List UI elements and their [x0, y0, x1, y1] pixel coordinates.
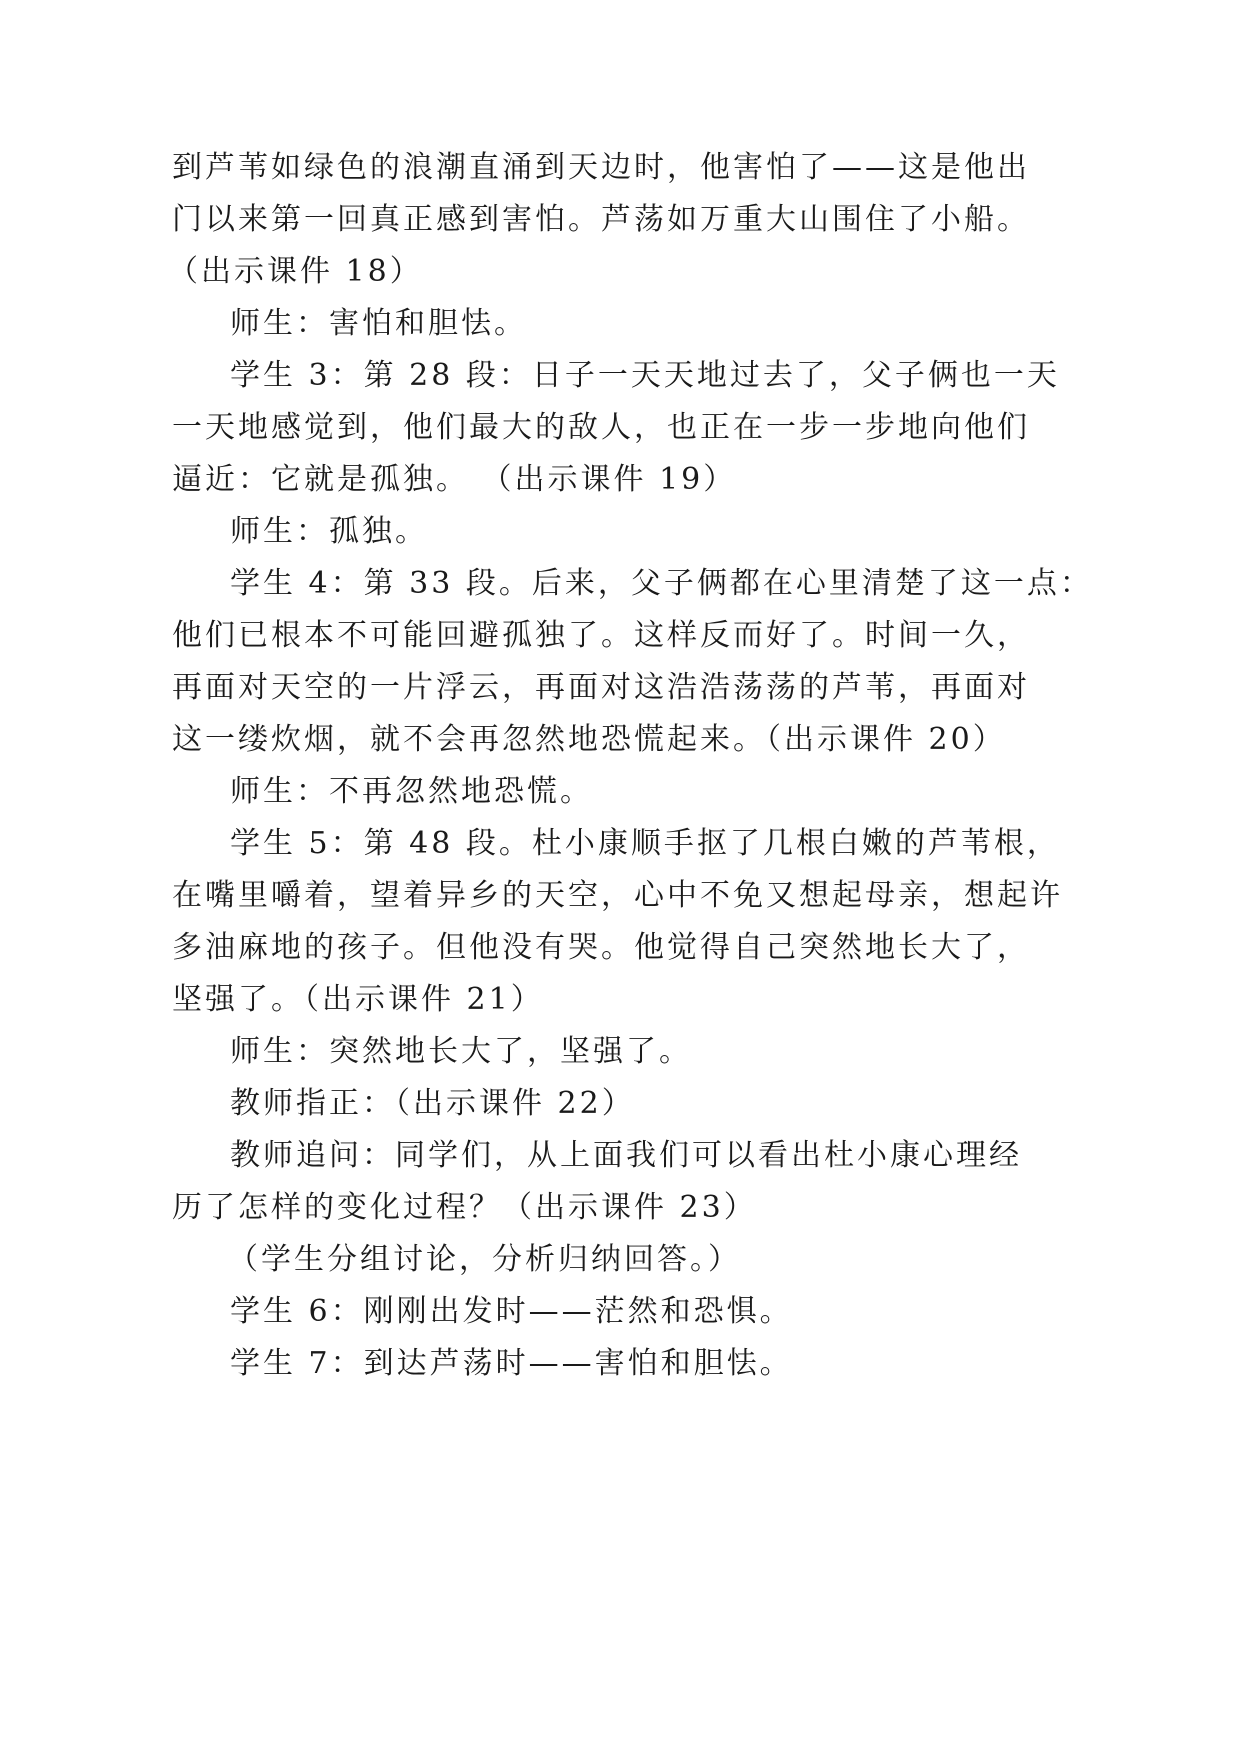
- text-line: 这一缕炊烟，就不会再忽然地恐慌起来。（出示课件 20）: [172, 722, 1006, 757]
- text-line: 学生 5：第 48 段。杜小康顺手抠了几根白嫩的芦苇根，: [230, 826, 1060, 861]
- text-line: 师生：孤独。: [230, 514, 428, 549]
- text-line: 师生：害怕和胆怯。: [230, 306, 527, 341]
- text-line: 学生 6：刚刚出发时——茫然和恐惧。: [230, 1294, 793, 1329]
- text-line: 学生 4：第 33 段。后来，父子俩都在心里清楚了这一点：: [230, 566, 1093, 601]
- text-line: 门以来第一回真正感到害怕。芦荡如万重大山围住了小船。: [172, 202, 1030, 237]
- text-line: 师生：不再忽然地恐慌。: [230, 774, 593, 809]
- text-line: 逼近：它就是孤独。 （出示课件 19）: [172, 462, 737, 497]
- text-line: 教师指正：（出示课件 22）: [230, 1086, 635, 1121]
- text-line: 历了怎样的变化过程？（出示课件 23）: [172, 1190, 757, 1225]
- text-line: 到芦苇如绿色的浪潮直涌到天边时，他害怕了——这是他出: [172, 150, 1030, 185]
- text-line: 他们已根本不可能回避孤独了。这样反而好了。时间一久，: [172, 618, 1030, 653]
- text-line: 学生 3：第 28 段：日子一天天地过去了，父子俩也一天: [230, 358, 1060, 393]
- text-line: 一天地感觉到，他们最大的敌人，也正在一步一步地向他们: [172, 410, 1030, 445]
- text-line: （学生分组讨论，分析归纳回答。）: [228, 1242, 741, 1277]
- text-line: 坚强了。（出示课件 21）: [172, 982, 544, 1017]
- text-line: 教师追问：同学们，从上面我们可以看出杜小康心理经: [230, 1138, 1022, 1173]
- text-line: （出示课件 18）: [168, 254, 423, 289]
- text-line: 再面对天空的一片浮云，再面对这浩浩荡荡的芦苇，再面对: [172, 670, 1030, 705]
- text-line: 学生 7：到达芦荡时——害怕和胆怯。: [230, 1346, 793, 1381]
- text-line: 在嘴里嚼着，望着异乡的天空，心中不免又想起母亲，想起许: [172, 878, 1063, 913]
- text-line: 师生：突然地长大了，坚强了。: [230, 1034, 692, 1069]
- text-line: 多油麻地的孩子。但他没有哭。他觉得自己突然地长大了，: [172, 930, 1030, 965]
